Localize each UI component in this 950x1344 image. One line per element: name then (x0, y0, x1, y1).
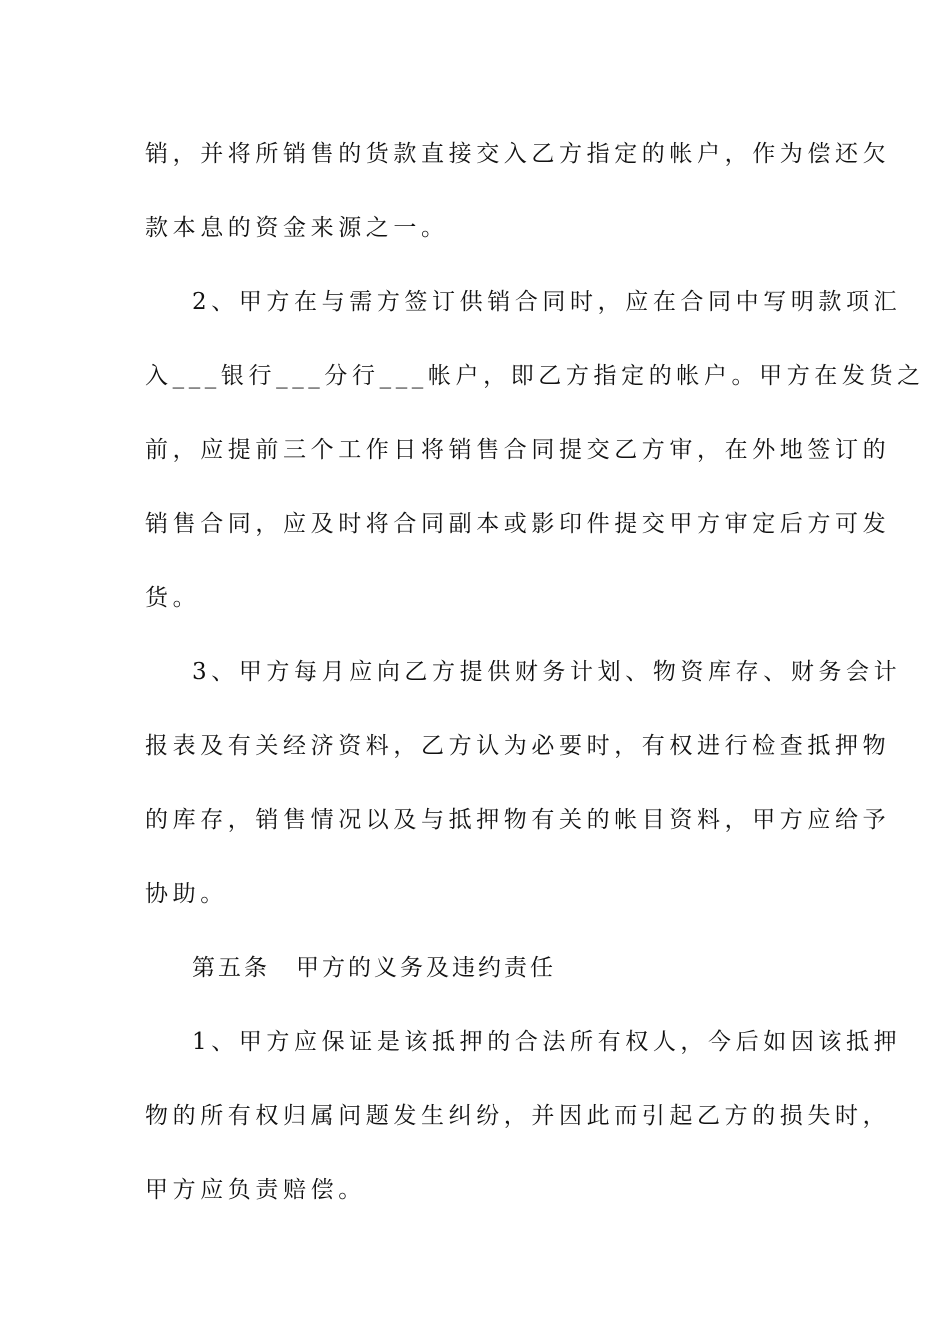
section-heading (145, 936, 810, 1010)
paragraph-line: 销售合同，应及时将合同副本或影印件提交甲方审定后方可发 (145, 511, 891, 537)
paragraph-line: 货。 (145, 585, 201, 611)
paragraph-line: 销，并将所销售的货款直接交入乙方指定的帐户，作为偿还欠 (145, 141, 891, 167)
document-body (145, 122, 925, 1232)
paragraph-line: 2、甲方在与需方签订供销合同时，应在合同中写明款项汇 (192, 289, 902, 315)
paragraph-line: 前，应提前三个工作日将销售合同提交乙方审，在外地签订的 (145, 437, 891, 463)
paragraph-line: 1、甲方应保证是该抵押的合法所有权人，今后如因该抵押 (192, 1029, 902, 1055)
paragraph-line: 协助。 (145, 881, 228, 907)
paragraph-line: 报表及有关经济资料，乙方认为必要时，有权进行检查抵押物 (145, 733, 891, 759)
paragraph-line: 3、甲方每月应向乙方提供财务计划、物资库存、财务会计 (192, 659, 902, 685)
paragraph-line: 款本息的资金来源之一。 (145, 215, 449, 241)
section-title: 甲方的义务及违约责任 (296, 955, 556, 981)
paragraph-line: 物的所有权归属问题发生纠纷，并因此而引起乙方的损失时， (145, 1103, 891, 1129)
paragraph-line: 入___银行___分行___帐户，即乙方指定的帐户。甲方在发货之 (145, 363, 925, 389)
paragraph-line: 的库存，销售情况以及与抵押物有关的帐目资料，甲方应给予 (145, 807, 891, 833)
paragraph-line: 甲方应负责赔偿。 (145, 1177, 366, 1203)
section-number: 第五条 (192, 955, 270, 981)
